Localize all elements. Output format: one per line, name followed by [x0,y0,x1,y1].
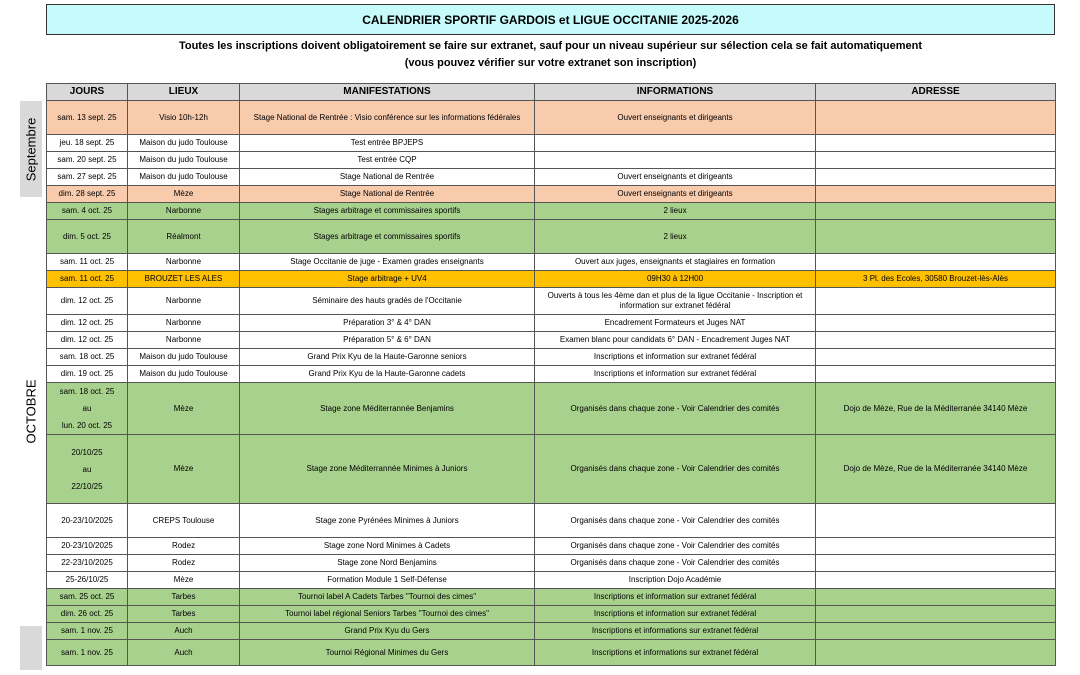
cell-manifestation: Stage zone Méditerrannée Minimes à Juniors [240,435,535,504]
cell-adresse [816,203,1056,220]
cell-manifestation: Stage National de Rentrée [240,169,535,186]
cell-adresse [816,101,1056,135]
cell-adresse [816,254,1056,271]
cell-manifestation: Stage National de Rentrée : Visio conférence sur les informations fédérales [240,101,535,135]
header-adresse: ADRESSE [816,84,1056,101]
table-row [47,366,1056,383]
cell-lieux: Mèze [128,186,240,203]
cell-jours: sam. 11 oct. 25 [47,271,128,288]
cell-manifestation: Stage National de Rentrée [240,186,535,203]
cell-adresse [816,349,1056,366]
cell-jours: jeu. 18 sept. 25 [47,135,128,152]
cell-lieux: Maison du judo Toulouse [128,135,240,152]
cell-adresse [816,220,1056,254]
cell-jours [47,383,128,435]
cell-jours: 20-23/10/2025 [47,538,128,555]
table-row [47,203,1056,220]
cell-jours: 25-26/10/25 [47,572,128,589]
cell-adresse [816,623,1056,640]
cell-manifestation: Tournoi label A Cadets Tarbes "Tournoi des cimes" [240,589,535,606]
cell-information: 2 lieux [535,203,816,220]
date-line: sam. 18 oct. 25 [59,387,115,396]
cell-lieux: Tarbes [128,606,240,623]
table-row [47,538,1056,555]
cell-manifestation: Grand Prix Kyu du Gers [240,623,535,640]
cell-adresse [816,169,1056,186]
cell-manifestation: Stage zone Nord Minimes à Cadets [240,538,535,555]
cell-jours: dim. 26 oct. 25 [47,606,128,623]
cell-manifestation: Séminaire des hauts gradés de l'Occitanie [240,288,535,315]
cell-adresse [816,186,1056,203]
table-row [47,555,1056,572]
cell-adresse [816,606,1056,623]
cell-information: Inscriptions et information sur extranet fédéral [535,366,816,383]
cell-lieux: Maison du judo Toulouse [128,366,240,383]
cell-adresse [816,640,1056,666]
cell-lieux: Narbonne [128,254,240,271]
cell-information: 2 lieux [535,220,816,254]
cell-information: Examen blanc pour candidats 6° DAN - Encadrement Juges NAT [535,332,816,349]
cell-lieux: Auch [128,640,240,666]
cell-adresse [816,538,1056,555]
cell-jours [47,435,128,504]
cell-adresse: Dojo de Mèze, Rue de la Méditerranée 34140 Mèze [816,435,1056,504]
table-row [47,101,1056,135]
table-row [47,623,1056,640]
cell-lieux: Mèze [128,383,240,435]
cell-information: Encadrement Formateurs et Juges NAT [535,315,816,332]
cell-manifestation: Stages arbitrage et commissaires sportifs [240,220,535,254]
cell-lieux: Narbonne [128,332,240,349]
date-line: lun. 20 oct. 25 [61,421,113,430]
table-row [47,135,1056,152]
calendar-title: CALENDRIER SPORTIF GARDOIS et LIGUE OCCITANIE 2025-2026 [46,4,1055,35]
cell-manifestation: Stages arbitrage et commissaires sportifs [240,203,535,220]
notice-line-2: (vous pouvez vérifier sur votre extranet son inscription) [404,57,697,69]
table-row [47,288,1056,315]
table-row [47,435,1056,504]
cell-lieux: Rodez [128,555,240,572]
cell-information: 09H30 à 12H00 [535,271,816,288]
table-row [47,186,1056,203]
cell-manifestation: Stage Occitanie de juge - Examen grades enseignants [240,254,535,271]
cell-adresse [816,366,1056,383]
cell-jours: sam. 18 oct. 25 [47,349,128,366]
cell-manifestation: Préparation 5° & 6° DAN [240,332,535,349]
table-row [47,169,1056,186]
cell-adresse: Dojo de Mèze, Rue de la Méditerranée 34140 Mèze [816,383,1056,435]
table-row [47,606,1056,623]
cell-adresse [816,332,1056,349]
cell-adresse [816,135,1056,152]
table-row [47,589,1056,606]
cell-adresse [816,589,1056,606]
cell-lieux: BROUZET LES ALES [128,271,240,288]
cell-information: Ouvert enseignants et dirigeants [535,101,816,135]
cell-lieux: Narbonne [128,288,240,315]
table-row [47,572,1056,589]
cell-jours: dim. 12 oct. 25 [47,288,128,315]
cell-lieux: Tarbes [128,589,240,606]
cell-information: Organisés dans chaque zone - Voir Calendrier des comités [535,383,816,435]
cell-manifestation: Préparation 3° & 4° DAN [240,315,535,332]
date-line: au [82,464,92,474]
table-row [47,254,1056,271]
cell-manifestation: Tournoi label régional Seniors Tarbes "Tournoi des cimes" [240,606,535,623]
cell-jours: dim. 12 oct. 25 [47,315,128,332]
cell-information: Inscriptions et information sur extranet fédéral [535,589,816,606]
cell-lieux: Réalmont [128,220,240,254]
cell-jours: sam. 1 nov. 25 [47,623,128,640]
cell-jours: dim. 12 oct. 25 [47,332,128,349]
cell-information [535,135,816,152]
cell-manifestation: Stage arbitrage + UV4 [240,271,535,288]
cell-jours: sam. 27 sept. 25 [47,169,128,186]
cell-manifestation: Tournoi Régional Minimes du Gers [240,640,535,666]
cell-information [535,152,816,169]
cell-manifestation: Stage zone Pyrénées Minimes à Juniors [240,504,535,538]
table-row [47,271,1056,288]
calendar-table [46,83,1056,666]
cell-adresse [816,504,1056,538]
cell-lieux: Visio 10h-12h [128,101,240,135]
cell-lieux: Auch [128,623,240,640]
cell-adresse [816,288,1056,315]
cell-information: Inscriptions et informations sur extranet fédéral [535,640,816,666]
cell-information: Ouvert aux juges, enseignants et stagiaires en formation [535,254,816,271]
cell-lieux: Maison du judo Toulouse [128,169,240,186]
header-row [47,84,1056,101]
cell-information: Inscriptions et informations sur extranet fédéral [535,623,816,640]
table-row [47,315,1056,332]
cell-manifestation: Grand Prix Kyu de la Haute-Garonne seniors [240,349,535,366]
cell-lieux: Maison du judo Toulouse [128,152,240,169]
cell-jours: sam. 4 oct. 25 [47,203,128,220]
cell-information: Inscription Dojo Académie [535,572,816,589]
month-label-september: Septembre [20,101,42,197]
table-row [47,349,1056,366]
header-manifestations: MANIFESTATIONS [240,84,535,101]
table-row [47,640,1056,666]
table-row [47,504,1056,538]
cell-jours: dim. 28 sept. 25 [47,186,128,203]
cell-manifestation: Formation Module 1 Self-Défense [240,572,535,589]
cell-adresse [816,152,1056,169]
cell-lieux: Narbonne [128,315,240,332]
cell-information: Organisés dans chaque zone - Voir Calendrier des comités [535,435,816,504]
cell-adresse [816,572,1056,589]
date-line: 22/10/25 [71,481,103,491]
date-line: au [82,404,92,413]
table-row [47,332,1056,349]
cell-jours: 22-23/10/2025 [47,555,128,572]
cell-jours: dim. 19 oct. 25 [47,366,128,383]
cell-information: Ouvert enseignants et dirigeants [535,186,816,203]
cell-jours: dim. 5 oct. 25 [47,220,128,254]
cell-adresse: 3 Pl. des Ecoles, 30580 Brouzet-lès-Alès [816,271,1056,288]
cell-jours: sam. 25 oct. 25 [47,589,128,606]
header-jours: JOURS [47,84,128,101]
month-label-october: OCTOBRE [23,378,39,444]
table-row [47,383,1056,435]
cell-information: Ouverts à tous les 4ème dan et plus de la ligue Occitanie - Inscription et information sur extranet fédéral [535,288,816,315]
header-informations: INFORMATIONS [535,84,816,101]
cell-information: Ouvert enseignants et dirigeants [535,169,816,186]
cell-lieux: CREPS Toulouse [128,504,240,538]
cell-jours: sam. 20 sept. 25 [47,152,128,169]
cell-lieux: Mèze [128,435,240,504]
cell-jours: 20-23/10/2025 [47,504,128,538]
date-line: 20/10/25 [71,447,103,457]
cell-manifestation: Grand Prix Kyu de la Haute-Garonne cadets [240,366,535,383]
cell-information: Organisés dans chaque zone - Voir Calendrier des comités [535,555,816,572]
cell-manifestation: Test entrée CQP [240,152,535,169]
cell-jours: sam. 13 sept. 25 [47,101,128,135]
table-row [47,152,1056,169]
cell-lieux: Rodez [128,538,240,555]
table-row [47,220,1056,254]
cell-manifestation: Stage zone Méditerrannée Benjamins [240,383,535,435]
cell-manifestation: Stage zone Nord Benjamins [240,555,535,572]
cell-information: Inscriptions et information sur extranet fédéral [535,606,816,623]
cell-lieux: Narbonne [128,203,240,220]
month-label-november [20,626,42,670]
header-lieux: LIEUX [128,84,240,101]
cell-adresse [816,555,1056,572]
cell-adresse [816,315,1056,332]
cell-jours: sam. 1 nov. 25 [47,640,128,666]
cell-lieux: Maison du judo Toulouse [128,349,240,366]
notice-line-1: Toutes les inscriptions doivent obligatoirement se faire sur extranet, sauf pour un niveau supérieur sur sélection cela se fait automatiquement [178,40,923,52]
cell-information: Organisés dans chaque zone - Voir Calendrier des comités [535,504,816,538]
cell-jours: sam. 11 oct. 25 [47,254,128,271]
cell-lieux: Mèze [128,572,240,589]
cell-information: Organisés dans chaque zone - Voir Calendrier des comités [535,538,816,555]
cell-information: Inscriptions et information sur extranet fédéral [535,349,816,366]
cell-manifestation: Test entrée BPJEPS [240,135,535,152]
